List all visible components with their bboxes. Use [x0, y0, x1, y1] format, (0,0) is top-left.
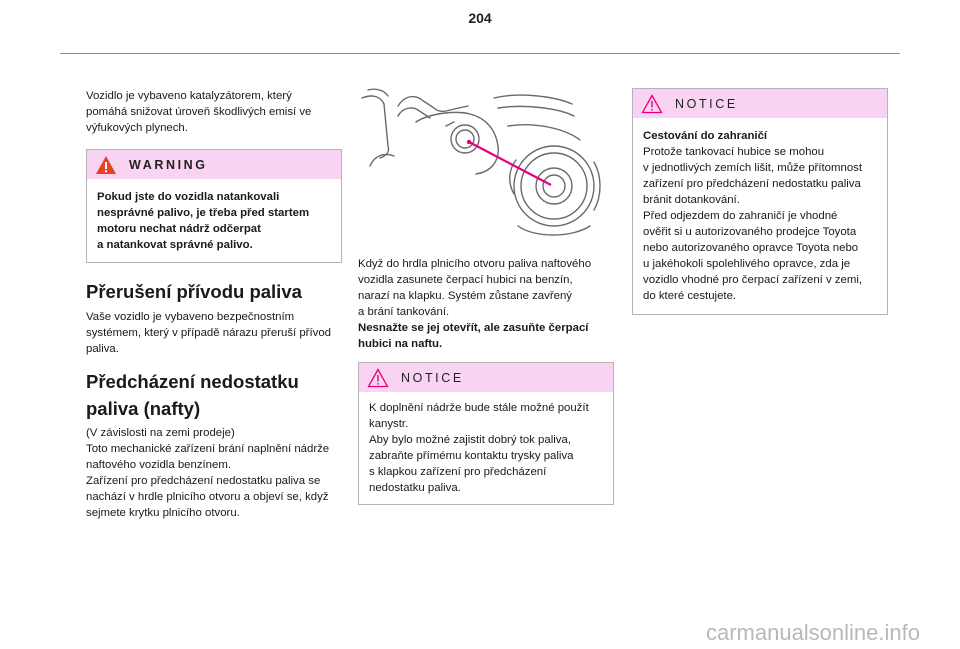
warning-title: WARNING: [129, 157, 208, 172]
notice-travel-text: Protože tankovací hubice se mohou v jednotlivých zemích lišit, může přítomnost zařízení pro předcházení nedostatku paliva bránit dotankování. Před odjezdem do zahraničí je vhodné ověřit si u autorizovaného prodejce Toyota nebo autorizovaného opravce Toyota nebo u jakéhokoli spolehlivého opravce, zda je vozidlo vhodné pro čerpací zařízení v zemi, do které cestujete.: [643, 146, 863, 302]
section-heading-fuel-cutoff: Přerušení přívodu paliva: [86, 281, 302, 302]
notice-box-canister: [358, 362, 614, 505]
petrol-nozzle-warning-text: Nesnažte se jej otevřít, ale zasuňte čerpací hubici na naftu.: [358, 322, 589, 350]
petrol-nozzle-text: Když do hrdla plnicího otvoru paliva naftového vozidla zasunete čerpací hubici na benzín, narazí na klapku. Systém zůstane zavřený a brání tankování.: [358, 258, 592, 318]
notice-header: [359, 363, 613, 392]
header-divider: [60, 53, 900, 54]
warning-text: Pokud jste do vozidla natankovali nesprávné palivo, je třeba před startem motoru nechat nádrž odčerpat a natankovat správné palivo.: [97, 191, 310, 251]
page-number: 204: [468, 10, 492, 26]
pointer-start-marker: [467, 140, 471, 144]
misfuel-text: (V závislosti na zemi prodeje) Toto mechanické zařízení brání naplnění nádrže naftového vozidla benzínem. Zařízení pro předcházení nedostatku paliva se nachází v hrdle plnicího otvoru a objeví se, když sejmete krytku plnicího otvoru.: [86, 427, 330, 519]
notice-travel-heading: Cestování do zahraničí: [643, 130, 768, 142]
fuel-cutoff-text: Vaše vozidlo je vybaveno bezpečnostním systémem, který v případě nárazu přeruší přívod paliva.: [86, 311, 331, 355]
section-heading-misfuel-line2: paliva (nafty): [86, 398, 201, 419]
section-heading-misfuel-line1: Předcházení nedostatku: [86, 371, 299, 392]
watermark-credit: carmanualsonline.info: [705, 620, 920, 645]
notice-title: NOTICE: [675, 96, 738, 111]
notice-header: [633, 89, 887, 118]
warning-icon: [95, 155, 117, 175]
column-right: [632, 88, 887, 315]
intro-paragraph: Vozidlo je vybaveno katalyzátorem, který pomáhá snižovat úroveň škodlivých emisí ve výfukových plynech.: [86, 90, 312, 134]
column-left: [86, 88, 341, 521]
notice-canister-text: K doplnění nádrže bude stále možné použít kanystr. Aby bylo možné zajistit dobrý tok paliva, zabraňte přímému kontaktu trysky paliva s klapkou zařízení pro předcházení nedostatku paliva.: [369, 402, 589, 494]
notice-title: NOTICE: [401, 370, 464, 385]
caution-icon: [367, 368, 389, 388]
fuel-filler-illustration: [358, 86, 614, 246]
column-middle: [358, 86, 613, 505]
warning-box: [86, 149, 342, 263]
fuel-filler-drawing: [358, 86, 614, 246]
warning-header: [87, 150, 341, 179]
notice-box-travel: [632, 88, 888, 315]
caution-icon: [641, 94, 663, 114]
